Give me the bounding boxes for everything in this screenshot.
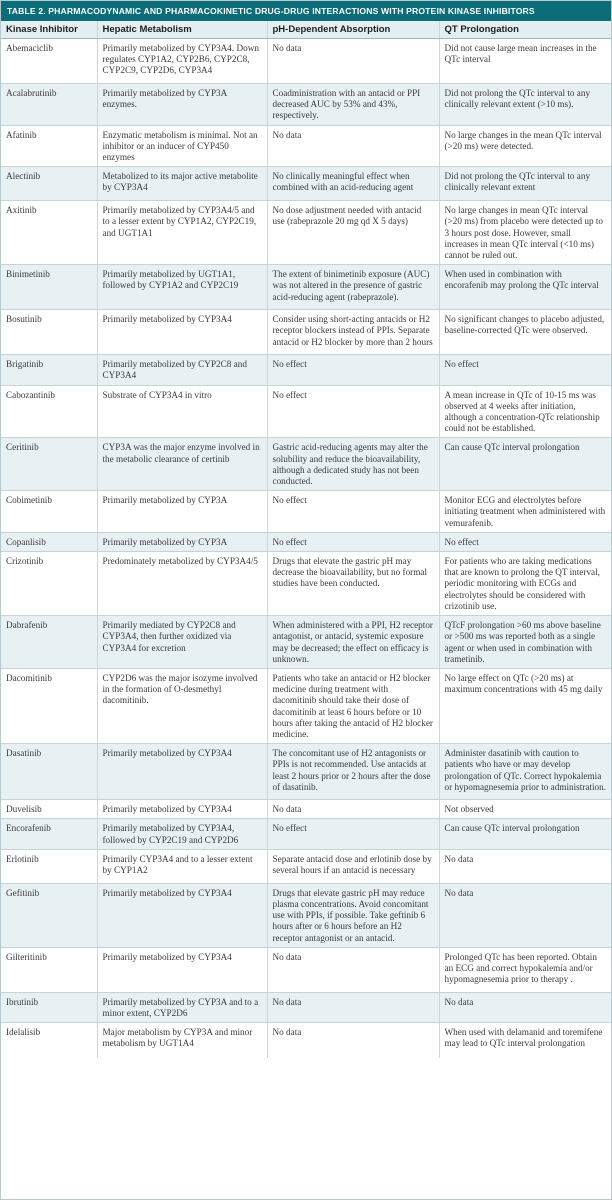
- cell-ph-absorption: No effect: [267, 491, 439, 533]
- drug-interaction-table: [1, 21, 611, 1058]
- cell-ph-absorption: No data: [267, 125, 439, 167]
- cell-kinase-inhibitor: Axitinib: [1, 201, 97, 265]
- cell-ph-absorption: No data: [267, 800, 439, 819]
- cell-ph-absorption: No data: [267, 992, 439, 1022]
- table-row: [1, 849, 611, 883]
- cell-ph-absorption: Coadministration with an antacid or PPI decreased AUC by 53% and 43%, respectively.: [267, 84, 439, 126]
- cell-hepatic-metabolism: Metabolized to its major active metabolite by CYP3A4: [97, 167, 267, 201]
- cell-ph-absorption: No effect: [267, 532, 439, 551]
- cell-qt-prolongation: Did not prolong the QTc interval to any clinically relevant extent (>10 ms).: [439, 84, 611, 126]
- cell-qt-prolongation: No effect: [439, 355, 611, 385]
- table-row: [1, 310, 611, 355]
- cell-ph-absorption: Separate antacid dose and erlotinib dose by several hours if an antacid is necessary: [267, 849, 439, 883]
- cell-ph-absorption: When administered with a PPI, H2 receptor antagonist, or antacid, systemic exposure may be decreased; the effect on efficacy is unknown.: [267, 616, 439, 669]
- cell-ph-absorption: The concomitant use of H2 antagonists or PPIs is not recommended. Use antacids at least 2 hours prior or 2 hours after the dose of dasatinib.: [267, 744, 439, 800]
- cell-kinase-inhibitor: Acalabrutinib: [1, 84, 97, 126]
- table-row: [1, 167, 611, 201]
- cell-hepatic-metabolism: Primarily metabolized by CYP3A4: [97, 744, 267, 800]
- cell-hepatic-metabolism: Primarily CYP3A4 and to a lesser extent by CYP1A2: [97, 849, 267, 883]
- cell-qt-prolongation: Monitor ECG and electrolytes before initiating treatment when administered with vemurafenib.: [439, 491, 611, 533]
- table-row: [1, 84, 611, 126]
- cell-qt-prolongation: Did not prolong the QTc interval to any clinically relevant extent: [439, 167, 611, 201]
- cell-ph-absorption: No effect: [267, 355, 439, 385]
- header-hepatic-metabolism: Hepatic Metabolism: [97, 21, 267, 39]
- cell-kinase-inhibitor: Dasatinib: [1, 744, 97, 800]
- cell-ph-absorption: No data: [267, 947, 439, 992]
- table-row: [1, 201, 611, 265]
- cell-ph-absorption: No data: [267, 39, 439, 84]
- cell-hepatic-metabolism: CYP2D6 was the major isozyme involved in the formation of O-desmethyl dacomitinib.: [97, 668, 267, 743]
- table-row: [1, 532, 611, 551]
- cell-kinase-inhibitor: Brigatinib: [1, 355, 97, 385]
- cell-hepatic-metabolism: Primarily metabolized by CYP3A4: [97, 883, 267, 947]
- table-row: [1, 1023, 611, 1058]
- cell-qt-prolongation: No data: [439, 849, 611, 883]
- header-kinase-inhibitor: Kinase Inhibitor: [1, 21, 97, 39]
- cell-hepatic-metabolism: Primarily metabolized by CYP3A4. Down regulates CYP1A2, CYP2B6, CYP2C8, CYP2C9, CYP2D6, CYP3A4: [97, 39, 267, 84]
- cell-kinase-inhibitor: Bosutinib: [1, 310, 97, 355]
- cell-hepatic-metabolism: Predominately metabolized by CYP3A4/5: [97, 552, 267, 616]
- cell-qt-prolongation: Administer dasatinib with caution to patients who have or may develop prolongation of QTc. Correct hypokalemia or hypomagnesemia prior to administration.: [439, 744, 611, 800]
- table-row: [1, 883, 611, 947]
- cell-ph-absorption: Drugs that elevate gastric pH may reduce plasma concentrations. Avoid concomitant use with PPIs, if possible. Take geftinib 6 hours after or 6 hours before an H2 receptor antagonist or an antacid.: [267, 883, 439, 947]
- cell-qt-prolongation: No data: [439, 992, 611, 1022]
- cell-hepatic-metabolism: Primarily metabolized by CYP3A: [97, 532, 267, 551]
- cell-hepatic-metabolism: Primarily metabolized by CYP3A4: [97, 800, 267, 819]
- cell-hepatic-metabolism: Primarily metabolized by CYP3A4, followed by CYP2C19 and CYP2D6: [97, 819, 267, 849]
- cell-ph-absorption: Drugs that elevate the gastric pH may decrease the bioavailability, but no formal studies have been conducted.: [267, 552, 439, 616]
- cell-kinase-inhibitor: Afatinib: [1, 125, 97, 167]
- cell-qt-prolongation: Not observed: [439, 800, 611, 819]
- header-ph-dependent-absorption: pH-Dependent Absorption: [267, 21, 439, 39]
- table-row: [1, 39, 611, 84]
- cell-kinase-inhibitor: Ibrutinib: [1, 992, 97, 1022]
- table-row: [1, 355, 611, 385]
- table-row: [1, 491, 611, 533]
- cell-hepatic-metabolism: Primarily metabolized by CYP3A: [97, 491, 267, 533]
- cell-kinase-inhibitor: Dabrafenib: [1, 616, 97, 669]
- cell-qt-prolongation: No large effect on QTc (>20 ms) at maximum concentrations with 45 mg daily: [439, 668, 611, 743]
- cell-hepatic-metabolism: Major metabolism by CYP3A and minor metabolism by UGT1A4: [97, 1023, 267, 1058]
- cell-kinase-inhibitor: Encorafenib: [1, 819, 97, 849]
- cell-qt-prolongation: A mean increase in QTc of 10-15 ms was observed at 4 weeks after initiation, although a concentration-QTc relationship could not be established.: [439, 385, 611, 438]
- table-row: [1, 265, 611, 310]
- cell-ph-absorption: Patients who take an antacid or H2 blocker medicine during treatment with dacomitinib should take their dose of dacomitinib at least 6 hours before or 10 hours after taking the antacid of H2 blocker medicine.: [267, 668, 439, 743]
- table-row: [1, 992, 611, 1022]
- table-row: [1, 616, 611, 669]
- cell-qt-prolongation: Prolonged QTc has been reported. Obtain an ECG and correct hypokalemia and/or hypomagnesemia prior to therapy .: [439, 947, 611, 992]
- table-row: [1, 800, 611, 819]
- table-row: [1, 125, 611, 167]
- table-body: [1, 39, 611, 1058]
- cell-hepatic-metabolism: Primarily metabolized by UGT1A1, followed by CYP1A2 and CYP2C19: [97, 265, 267, 310]
- table-row: [1, 385, 611, 438]
- cell-ph-absorption: The extent of binimetinib exposure (AUC) was not altered in the presence of gastric acid-reducing agent (rabeprazole).: [267, 265, 439, 310]
- table-row: [1, 947, 611, 992]
- table-title: TABLE 2. PHARMACODYNAMIC AND PHARMACOKINETIC DRUG-DRUG INTERACTIONS WITH PROTEIN KINASE INHIBITORS: [1, 1, 611, 21]
- cell-kinase-inhibitor: Erlotinib: [1, 849, 97, 883]
- cell-hepatic-metabolism: CYP3A was the major enzyme involved in the metabolic clearance of certinib: [97, 438, 267, 491]
- cell-hepatic-metabolism: Substrate of CYP3A4 in vitro: [97, 385, 267, 438]
- cell-qt-prolongation: QTcF prolongation >60 ms above baseline or >500 ms was reported both as a single agent or when used in combination with trametinib.: [439, 616, 611, 669]
- header-qt-prolongation: QT Prolongation: [439, 21, 611, 39]
- cell-qt-prolongation: Can cause QTc interval prolongation: [439, 438, 611, 491]
- cell-kinase-inhibitor: Copanlisib: [1, 532, 97, 551]
- cell-kinase-inhibitor: Ceritinib: [1, 438, 97, 491]
- cell-kinase-inhibitor: Idelalisib: [1, 1023, 97, 1058]
- cell-hepatic-metabolism: Enzymatic metabolism is minimal. Not an inhibitor or an inducer of CYP450 enzymes: [97, 125, 267, 167]
- cell-kinase-inhibitor: Gilteritinib: [1, 947, 97, 992]
- cell-hepatic-metabolism: Primarily metabolized by CYP3A enzymes.: [97, 84, 267, 126]
- table-row: [1, 668, 611, 743]
- cell-qt-prolongation: No large changes in the mean QTc interval (>20 ms) were detected.: [439, 125, 611, 167]
- cell-qt-prolongation: For patients who are taking medications that are known to prolong the QT interval, periodic monitoring with ECGs and electrolytes should be considered with crizotinib use.: [439, 552, 611, 616]
- cell-ph-absorption: No clinically meaningful effect when combined with an acid-reducing agent: [267, 167, 439, 201]
- cell-ph-absorption: No data: [267, 1023, 439, 1058]
- cell-hepatic-metabolism: Primarily metabolized by CYP2C8 and CYP3A4: [97, 355, 267, 385]
- cell-qt-prolongation: No large changes in mean QTc interval (>20 ms) from placebo were detected up to 3 hours post dose. However, small increases in mean QTc interval (<10 ms) cannot be ruled out.: [439, 201, 611, 265]
- table-row: [1, 744, 611, 800]
- cell-hepatic-metabolism: Primarily mediated by CYP2C8 and CYP3A4, then further oxidized via CYP3A4 for excretion: [97, 616, 267, 669]
- cell-qt-prolongation: Did not cause large mean increases in the QTc interval: [439, 39, 611, 84]
- cell-qt-prolongation: No effect: [439, 532, 611, 551]
- cell-hepatic-metabolism: Primarily metabolized by CYP3A4: [97, 947, 267, 992]
- cell-qt-prolongation: When used with delamanid and toremifene may lead to QTc interval prolongation: [439, 1023, 611, 1058]
- table-row: [1, 819, 611, 849]
- cell-kinase-inhibitor: Duvelisib: [1, 800, 97, 819]
- cell-hepatic-metabolism: Primarily metabolized by CYP3A4/5 and to a lesser extent by CYP1A2, CYP2C19, and UGT1A1: [97, 201, 267, 265]
- cell-ph-absorption: No effect: [267, 385, 439, 438]
- cell-ph-absorption: Consider using short-acting antacids or H2 receptor blockers instead of PPIs. Separate antacid or H2 blocker by more than 2 hours: [267, 310, 439, 355]
- cell-qt-prolongation: Can cause QTc interval prolongation: [439, 819, 611, 849]
- cell-kinase-inhibitor: Alectinib: [1, 167, 97, 201]
- cell-ph-absorption: No effect: [267, 819, 439, 849]
- cell-kinase-inhibitor: Crizotinib: [1, 552, 97, 616]
- cell-kinase-inhibitor: Cabozantinib: [1, 385, 97, 438]
- cell-kinase-inhibitor: Abemaciclib: [1, 39, 97, 84]
- table-row: [1, 552, 611, 616]
- cell-qt-prolongation: No significant changes to placebo adjusted, baseline-corrected QTc were observed.: [439, 310, 611, 355]
- cell-kinase-inhibitor: Gefitinib: [1, 883, 97, 947]
- cell-hepatic-metabolism: Primarily metabolized by CYP3A and to a minor extent, CYP2D6: [97, 992, 267, 1022]
- cell-qt-prolongation: No data: [439, 883, 611, 947]
- cell-kinase-inhibitor: Cobimetinib: [1, 491, 97, 533]
- cell-ph-absorption: No dose adjustment needed with antacid use (rabeprazole 20 mg qd X 5 days): [267, 201, 439, 265]
- cell-kinase-inhibitor: Binimetinib: [1, 265, 97, 310]
- table-row: [1, 438, 611, 491]
- header-row: [1, 21, 611, 39]
- cell-qt-prolongation: When used in combination with encorafenib may prolong the QTc interval: [439, 265, 611, 310]
- cell-hepatic-metabolism: Primarily metabolized by CYP3A4: [97, 310, 267, 355]
- cell-kinase-inhibitor: Dacomitinib: [1, 668, 97, 743]
- cell-ph-absorption: Gastric acid-reducing agents may alter the solubility and reduce the bioavailability, although a dedicated study has not been conducted.: [267, 438, 439, 491]
